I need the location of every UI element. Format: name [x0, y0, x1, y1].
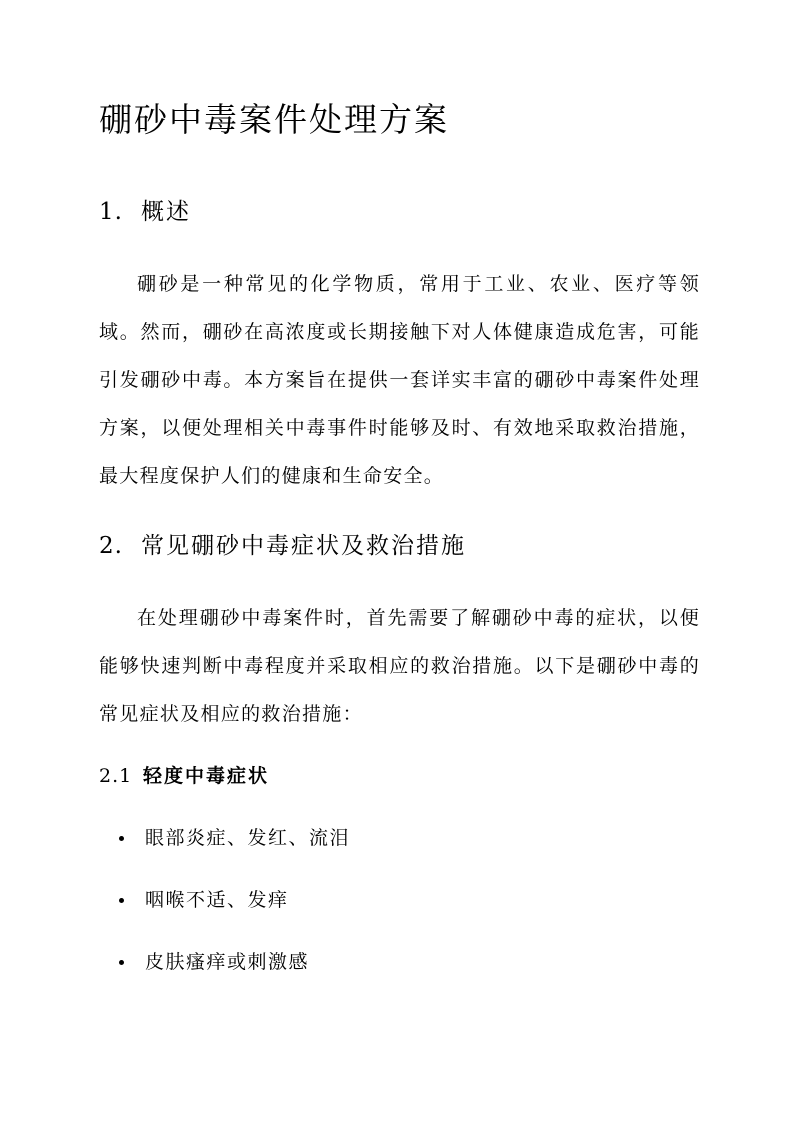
section-1-title: 概述: [141, 199, 191, 225]
bullet-icon: [119, 960, 124, 965]
section-1-heading: [99, 196, 191, 228]
section-1-number: 1.: [99, 199, 123, 225]
subsection-2-1-number: 2.1: [99, 765, 133, 787]
section-2-title: 常见硼砂中毒症状及救治措施: [141, 533, 466, 559]
section-2-paragraph: 在处理硼砂中毒案件时，首先需要了解硼砂中毒的症状，以便能够快速判断中毒程度并采取相应的救治措施。以下是硼砂中毒的常见症状及相应的救治措施：: [99, 607, 700, 725]
list-item-text: 眼部炎症、发红、流泪: [145, 827, 351, 849]
bullet-icon: [119, 836, 124, 841]
subsection-2-1-heading: [99, 761, 269, 791]
section-2-heading: [99, 530, 466, 562]
bullet-icon: [119, 898, 124, 903]
section-2-number: 2.: [99, 533, 123, 559]
list-item-text: 皮肤瘙痒或刺激感: [145, 951, 310, 973]
list-item-text: 咽喉不适、发痒: [145, 889, 289, 911]
subsection-2-1-title: 轻度中毒症状: [143, 765, 270, 787]
document-title: 硼砂中毒案件处理方案: [99, 100, 449, 139]
section-1-paragraph: 硼砂是一种常见的化学物质，常用于工业、农业、医疗等领域。然而，硼砂在高浓度或长期接触下对人体健康造成危害，可能引发硼砂中毒。本方案旨在提供一套详实丰富的硼砂中毒案件处理方案，以便处理相关中毒事件时能够及时、有效地采取救治措施，最大程度保护人们的健康和生命安全。: [99, 273, 700, 487]
